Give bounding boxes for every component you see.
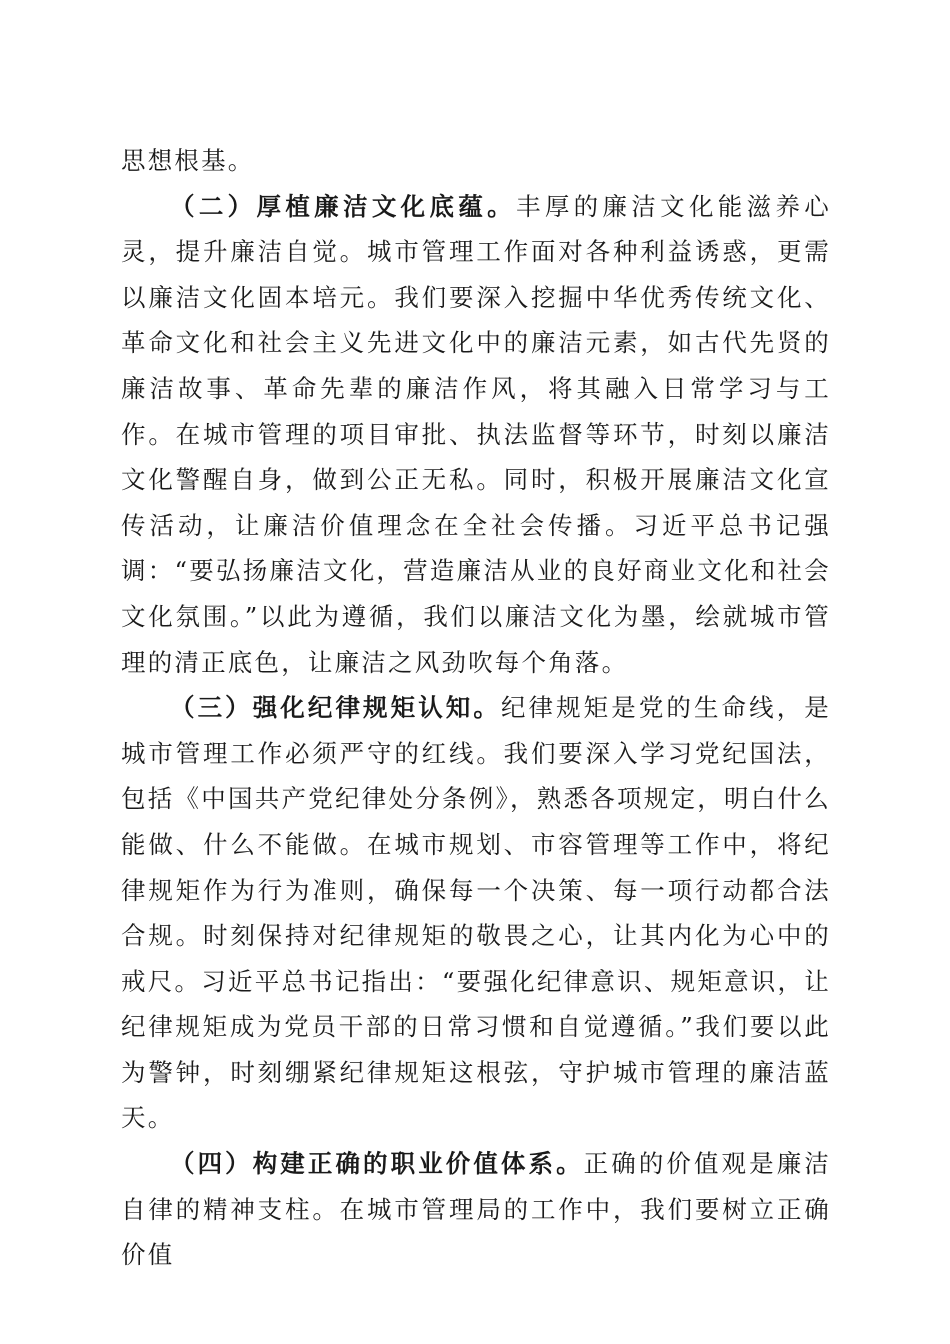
paragraph-3-body: 纪律规矩是党的生命线，是城市管理工作必须严守的红线。我们要深入学习党纪国法，包括《中国共产党纪律处分条例》，熟悉各项规定，明白什么能做、什么不能做。在城市规划、市容管理等工作中，将纪律规矩作为行为准则，确保每一个决策、每一项行动都合法合规。时刻保持对纪律规矩的敬畏之心，让其内化为心中的戒尺。习近平总书记指出：“要强化纪律意识、规矩意识，让纪律规矩成为党员干部的日常习惯和自觉遵循。”我们要以此为警钟，时刻绷紧纪律规矩这根弦，守护城市管理的廉洁蓝天。 [121, 693, 831, 1133]
paragraph-1-body: 思想根基。 [121, 146, 255, 175]
paragraph-2-heading: （二）厚植廉洁文化底蕴。 [170, 191, 516, 221]
paragraph-4-body: 正确的价值观是廉洁自律的精神支柱。在城市管理局的工作中，我们要树立正确价值 [121, 1149, 831, 1270]
paragraph-3-heading: （三）强化纪律规矩认知。 [170, 693, 501, 723]
paragraph-4-heading: （四）构建正确的职业价值体系。 [170, 1149, 584, 1179]
paragraph-3 [121, 685, 831, 1141]
paragraph-1 [121, 138, 831, 184]
paragraph-2-body: 丰厚的廉洁文化能滋养心灵，提升廉洁自觉。城市管理工作面对各种利益诱惑，更需以廉洁文化固本培元。我们要深入挖掘中华优秀传统文化、革命文化和社会主义先进文化中的廉洁元素，如古代先贤的廉洁故事、革命先辈的廉洁作风，将其融入日常学习与工作。在城市管理的项目审批、执法监督等环节，时刻以廉洁文化警醒自身，做到公正无私。同时，积极开展廉洁文化宣传活动，让廉洁价值理念在全社会传播。习近平总书记强调：“要弘扬廉洁文化，营造廉洁从业的良好商业文化和社会文化氛围。”以此为遵循，我们以廉洁文化为墨，绘就城市管理的清正底色，让廉洁之风劲吹每个角落。 [121, 191, 831, 677]
paragraph-4 [121, 1141, 831, 1278]
paragraph-2 [121, 184, 831, 686]
document-body [121, 138, 831, 1278]
